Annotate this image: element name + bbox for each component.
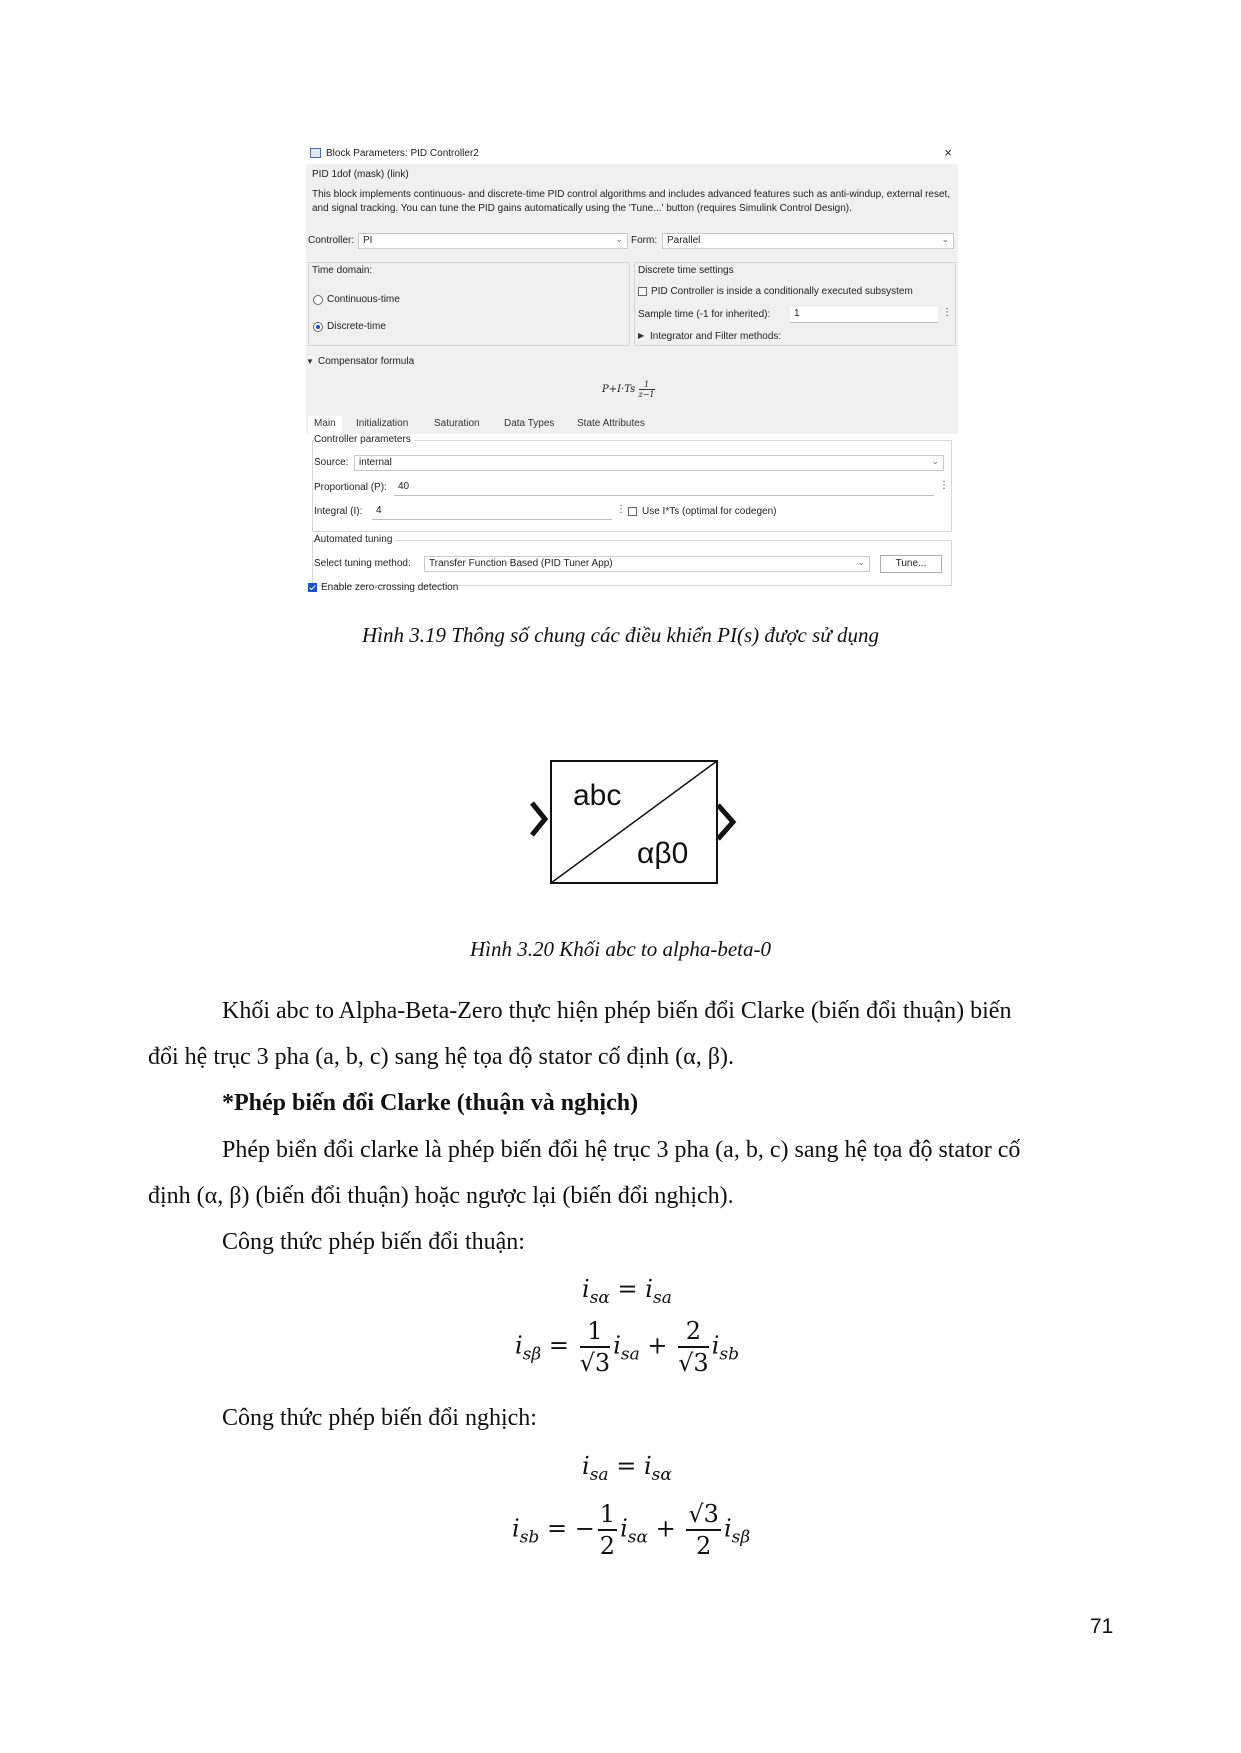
tab-state-attributes[interactable]: State Attributes — [577, 418, 645, 429]
inverse-transform-label: Công thức phép biến đổi nghịch: — [222, 1405, 537, 1431]
sample-time-label: Sample time (-1 for inherited): — [638, 309, 771, 320]
close-icon[interactable]: × — [944, 145, 952, 160]
controller-select[interactable] — [358, 233, 628, 249]
tab-bar — [306, 414, 958, 434]
discrete-settings-label: Discrete time settings — [638, 265, 737, 276]
paragraph-2-line-1: Phép biển đổi clarke là phép biến đổi hệ trục 3 pha (a, b, c) sang hệ tọa độ stator cố — [222, 1137, 1021, 1163]
formula-text: P+I·Ts — [602, 384, 636, 395]
time-domain-label: Time domain: — [312, 265, 375, 276]
tab-data-types[interactable]: Data Types — [504, 418, 555, 429]
source-select[interactable] — [354, 455, 944, 471]
figure-caption-3-20: Hình 3.20 Khối abc to alpha-beta-0 — [470, 937, 771, 961]
output-port-icon — [718, 805, 733, 839]
dialog-titlebar — [306, 144, 958, 164]
proportional-value: 40 — [398, 481, 410, 492]
zero-crossing-checkbox[interactable] — [308, 583, 317, 592]
collapse-down-icon[interactable]: ▼ — [306, 357, 314, 366]
equation-inverse-a: $i_{sa} = i_{s\alpha}$ — [582, 1452, 672, 1485]
conditional-subsystem-checkbox[interactable] — [638, 287, 647, 296]
compensator-formula — [602, 380, 655, 399]
use-its-label: Use I*Ts (optimal for codegen) — [642, 506, 777, 517]
block-label-abc: abc — [573, 779, 622, 812]
form-label: Form: — [631, 235, 658, 246]
forward-transform-label: Công thức phép biến đổi thuận: — [222, 1229, 525, 1255]
compensator-formula-label[interactable]: Compensator formula — [318, 356, 415, 367]
continuous-time-label: Continuous-time — [327, 294, 400, 305]
dialog-title: Block Parameters: PID Controller2 — [326, 148, 479, 159]
continuous-time-radio[interactable] — [313, 295, 323, 305]
equation-forward-alpha: $i_{s\alpha} = i_{sa}$ — [582, 1275, 672, 1308]
more-options-icon[interactable]: ⋮ — [616, 504, 626, 515]
more-options-icon[interactable]: ⋮ — [942, 307, 952, 318]
paragraph-1-line-2: đổi hệ trục 3 pha (a, b, c) sang hệ tọa độ stator cố định (α, β). — [148, 1044, 734, 1070]
figure-caption-3-19: Hình 3.19 Thông số chung các điều khiển PI(s) được sử dụng — [361, 623, 880, 647]
main-tab-panel — [306, 434, 958, 608]
integral-input[interactable] — [372, 504, 612, 520]
input-port-icon — [532, 803, 545, 835]
chevron-down-icon: ⌄ — [941, 234, 949, 244]
controller-params-label: Controller parameters — [314, 434, 414, 445]
integral-label: Integral (I): — [314, 506, 363, 517]
controller-label: Controller: — [308, 235, 355, 246]
block-parameters-dialog — [306, 144, 958, 608]
chevron-down-icon: ⌄ — [857, 557, 865, 567]
discrete-time-radio[interactable] — [313, 322, 323, 332]
zero-crossing-label: Enable zero-crossing detection — [321, 582, 459, 593]
sample-time-input[interactable] — [790, 307, 938, 323]
tuning-method-label: Select tuning method: — [314, 558, 411, 569]
proportional-label: Proportional (P): — [314, 482, 387, 493]
conditional-subsystem-label: PID Controller is inside a conditionally executed subsystem — [651, 286, 913, 297]
chevron-down-icon: ⌄ — [615, 234, 623, 244]
proportional-input[interactable] — [394, 480, 934, 496]
formula-numerator: 1 — [639, 380, 655, 390]
block-label-alpha-beta-zero: αβ0 — [637, 837, 689, 870]
tuning-method-value: Transfer Function Based (PID Tuner App) — [429, 558, 613, 569]
tuning-method-select[interactable] — [424, 556, 870, 572]
automated-tuning-label: Automated tuning — [314, 534, 395, 545]
expand-right-icon[interactable]: ▶ — [638, 331, 645, 340]
source-value: internal — [359, 457, 392, 468]
equation-forward-beta: $i_{s\beta}$ = $\frac{1}{√3}$ $i_{sa}$ + $\frac{2}{√3}$ $i_{sb}$ — [515, 1317, 739, 1377]
tab-saturation[interactable]: Saturation — [434, 418, 480, 429]
controller-value: PI — [363, 235, 373, 246]
sample-time-value: 1 — [794, 308, 800, 319]
paragraph-2-line-2: định (α, β) (biến đổi thuận) hoặc ngược lại (biến đổi nghịch). — [148, 1183, 734, 1209]
discrete-time-label: Discrete-time — [327, 321, 386, 332]
tab-main[interactable]: Main — [308, 416, 342, 434]
source-label: Source: — [314, 457, 349, 468]
block-type-label: PID 1dof (mask) (link) — [312, 169, 409, 180]
section-heading: *Phép biến đổi Clarke (thuận và nghịch) — [222, 1090, 639, 1116]
integral-value: 4 — [376, 505, 382, 516]
chevron-down-icon: ⌄ — [931, 456, 939, 466]
paragraph-1-line-1: Khối abc to Alpha-Beta-Zero thực hiện phép biến đổi Clarke (biến đổi thuận) biến — [222, 998, 1012, 1024]
equation-inverse-b: $i_{sb}$ = − $\frac{1}{2}$ $i_{s\alpha}$ + $\frac{√3}{2}$ $i_{s\beta}$ — [512, 1500, 751, 1560]
abc-to-alpha-beta-zero-block — [525, 755, 745, 895]
form-select[interactable] — [662, 233, 954, 249]
more-options-icon[interactable]: ⋮ — [939, 480, 949, 491]
page-number: 71 — [1090, 1615, 1114, 1638]
block-description: This block implements continuous- and discrete-time PID control algorithms and includes advanced features such as anti-windup, external reset, and signal tracking. You can tune the PID gains automatically using the 'Tune...' button (requires Simulink Control Design). — [312, 189, 951, 214]
simulink-block-icon — [310, 148, 321, 158]
formula-denominator: z−1 — [638, 390, 655, 399]
tune-button[interactable]: Tune... — [880, 555, 942, 573]
tab-initialization[interactable]: Initialization — [356, 418, 409, 429]
form-value: Parallel — [667, 235, 701, 246]
integrator-filter-label[interactable]: Integrator and Filter methods: — [650, 331, 782, 342]
use-its-checkbox[interactable] — [628, 507, 637, 516]
